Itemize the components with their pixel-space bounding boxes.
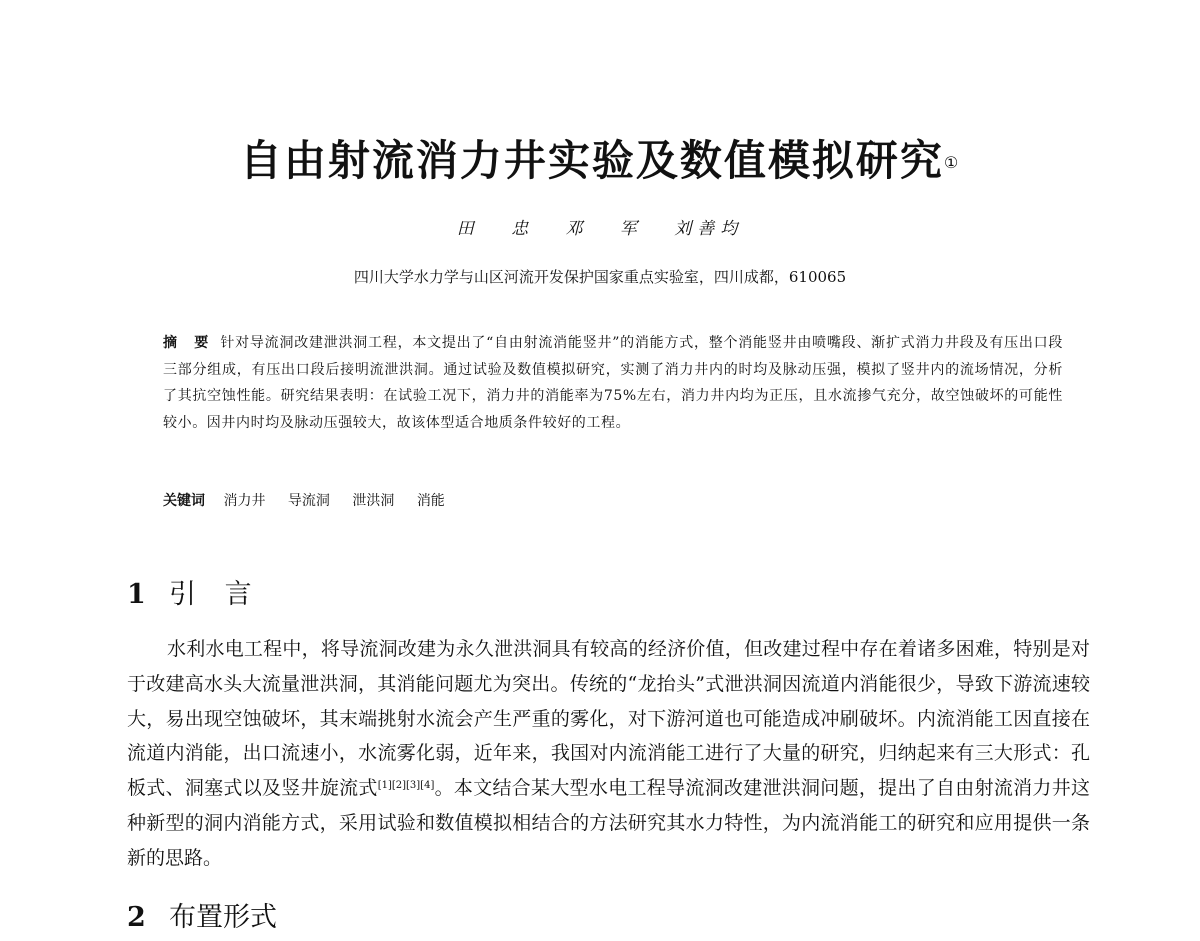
citation-refs: [1][2][3][4]	[377, 780, 435, 792]
section-2-title: 布置形式	[169, 902, 277, 933]
keyword-2: 导流洞	[287, 493, 330, 509]
keyword-3: 泄洪洞	[352, 493, 395, 509]
author-3: 刘善均	[674, 219, 744, 239]
abstract-text: 针对导流洞改建泄洪洞工程，本文提出了“自由射流消能竖井”的消能方式，整个消能竖井由喷嘴段、渐扩式消力井段及有压出口段三部分组成，有压出口段后接明流泄洪洞。通过试验及数值模拟研究，实测了消力井内的时均及脉动压强，模拟了竖井内的流场情况，分析了其抗空蚀性能。研究结果表明：在试验工况下，消力井的消能率为75%左右，消力井内均为正压，且水流掺气充分，故空蚀破坏的可能性较小。因井内时均及脉动压强较大，故该体型适合地质条件较好的工程。	[163, 335, 1063, 431]
paper-title	[0, 135, 1200, 187]
keyword-1: 消力井	[223, 493, 266, 509]
section-2-number: 2	[127, 902, 146, 933]
abstract	[163, 330, 1063, 436]
title-footnote-mark: ①	[943, 153, 961, 172]
author-1: 田 忠	[456, 219, 535, 239]
section-1-paragraph	[127, 632, 1090, 876]
section-2-heading	[127, 895, 277, 934]
affiliation: 四川大学水力学与山区河流开发保护国家重点实验室，四川成都，610065	[353, 268, 847, 286]
section-1-heading	[127, 572, 262, 611]
paper-title-text: 自由射流消力井实验及数值模拟研究	[239, 136, 944, 185]
paragraph-text-b: 。本文结合某大型水电工程导流洞改建泄洪洞问题，提出了自由射流消力井这种新型的洞内消能方式，采用试验和数值模拟相结合的方法研究其水力特性，为内流消能工的研究和应用提供一条新的思路。	[127, 777, 1090, 869]
section-1-number: 1	[127, 579, 156, 610]
section-1-title: 引 言	[169, 579, 262, 610]
abstract-label: 摘 要	[163, 335, 215, 351]
author-2: 邓 军	[565, 219, 643, 239]
keywords-label: 关键词	[163, 493, 205, 509]
keywords	[163, 490, 463, 510]
keyword-4: 消能	[416, 493, 445, 509]
authors	[0, 214, 1200, 239]
paragraph-text-a: 水利水电工程中，将导流洞改建为永久泄洪洞具有较高的经济价值，但改建过程中存在着诸多困难，特别是对于改建高水头大流量泄洪洞，其消能问题尤为突出。传统的“龙抬头”式泄洪洞因流道内消能很少，导致下游流速较大，易出现空蚀破坏，其末端挑射水流会产生严重的雾化，对下游河道也可能造成冲刷破坏。内流消能工因直接在流道内消能，出口流速小，水流雾化弱，近年来，我国对内流消能工进行了大量的研究，归纳起来有三大形式：孔板式、洞塞式以及竖井旋流式	[127, 638, 1090, 800]
